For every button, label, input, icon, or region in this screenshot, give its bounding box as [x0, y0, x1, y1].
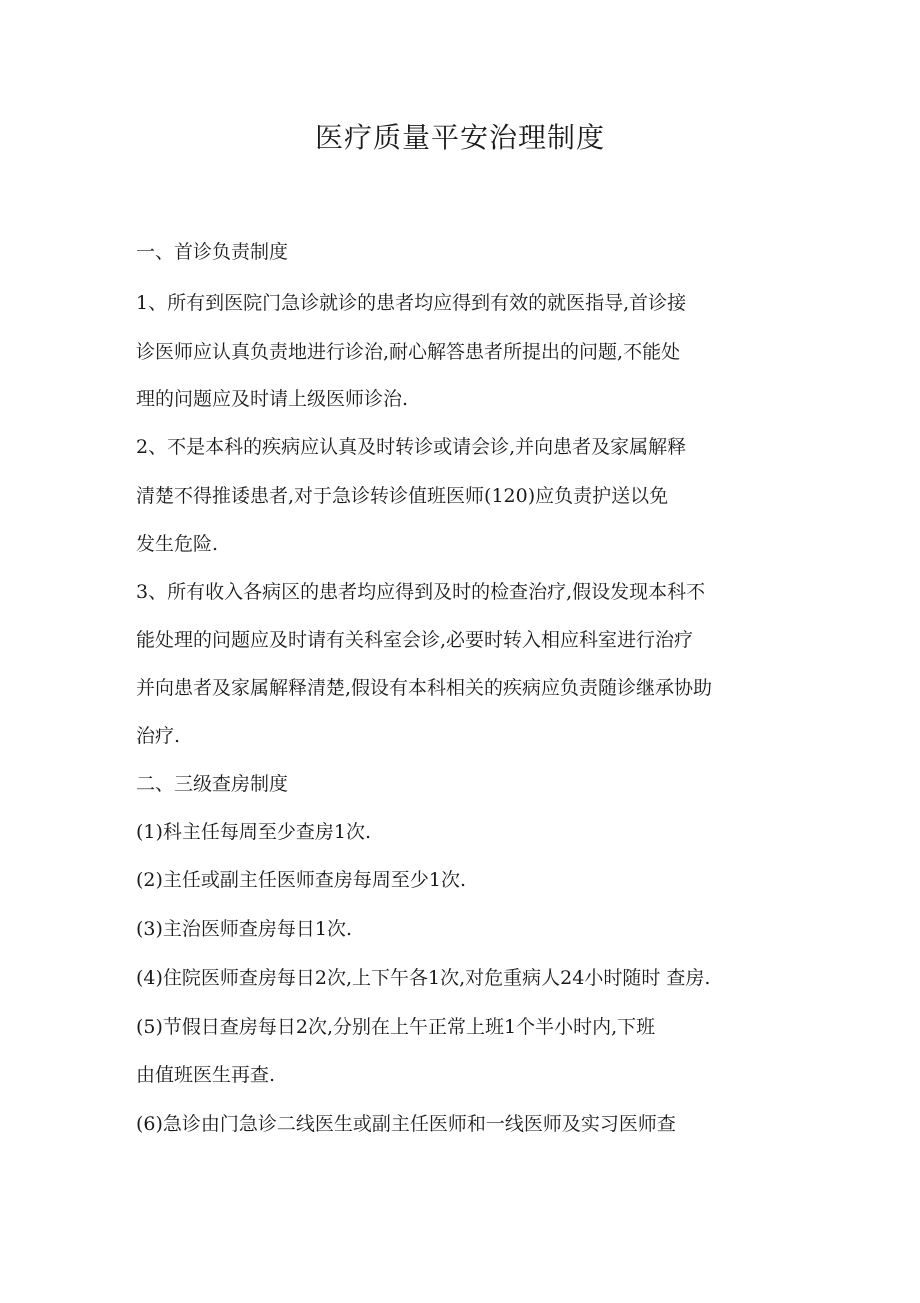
paragraph-line: 3、所有收入各病区的患者均应得到及时的检查治疗,假设发现本科不: [136, 581, 706, 603]
paragraph-line: 2、不是本科的疾病应认真及时转诊或请会诊,并向患者及家属解释: [136, 436, 687, 458]
paragraph-line: 发生危险.: [136, 533, 219, 555]
paragraph-line: 1、所有到医院门急诊就诊的患者均应得到有效的就医指导,首诊接: [136, 292, 687, 314]
list-item: (5)节假日查房每日2次,分别在上午正常上班1个半小时内,下班: [136, 1016, 656, 1038]
paragraph-line: 能处理的问题应及时请有关科室会诊,必要时转入相应科室进行治疗: [136, 629, 694, 651]
list-item: (1)科主任每周至少查房1次.: [136, 821, 372, 843]
list-item: (6)急诊由门急诊二线医生或副主任医师和一线医师及实习医师查: [136, 1113, 676, 1135]
list-item: (4)住院医师查房每日2次,上下午各1次,对危重病人24小时随时 查房.: [136, 967, 711, 989]
list-item: (3)主治医师查房每日1次.: [136, 918, 353, 940]
section-heading-ward-rounds: 二、三级查房制度: [136, 773, 289, 795]
section-heading-first-visit: 一、首诊负责制度: [136, 241, 289, 263]
document-title: 医疗质量平安治理制度: [314, 121, 605, 154]
list-item: (2)主任或副主任医师查房每周至少1次.: [136, 869, 467, 891]
list-item-continuation: 由值班医生再查.: [136, 1064, 276, 1086]
paragraph-line: 并向患者及家属解释清楚,假设有本科相关的疾病应负责随诊继承协助: [136, 677, 713, 699]
paragraph-line: 治疗.: [136, 725, 181, 747]
paragraph-line: 理的问题应及时请上级医师诊治.: [136, 388, 409, 410]
paragraph-line: 清楚不得推诿患者,对于急诊转诊值班医师(120)应负责护送以免: [136, 485, 669, 507]
paragraph-line: 诊医师应认真负责地进行诊治,耐心解答患者所提出的问题,不能处: [136, 341, 681, 363]
